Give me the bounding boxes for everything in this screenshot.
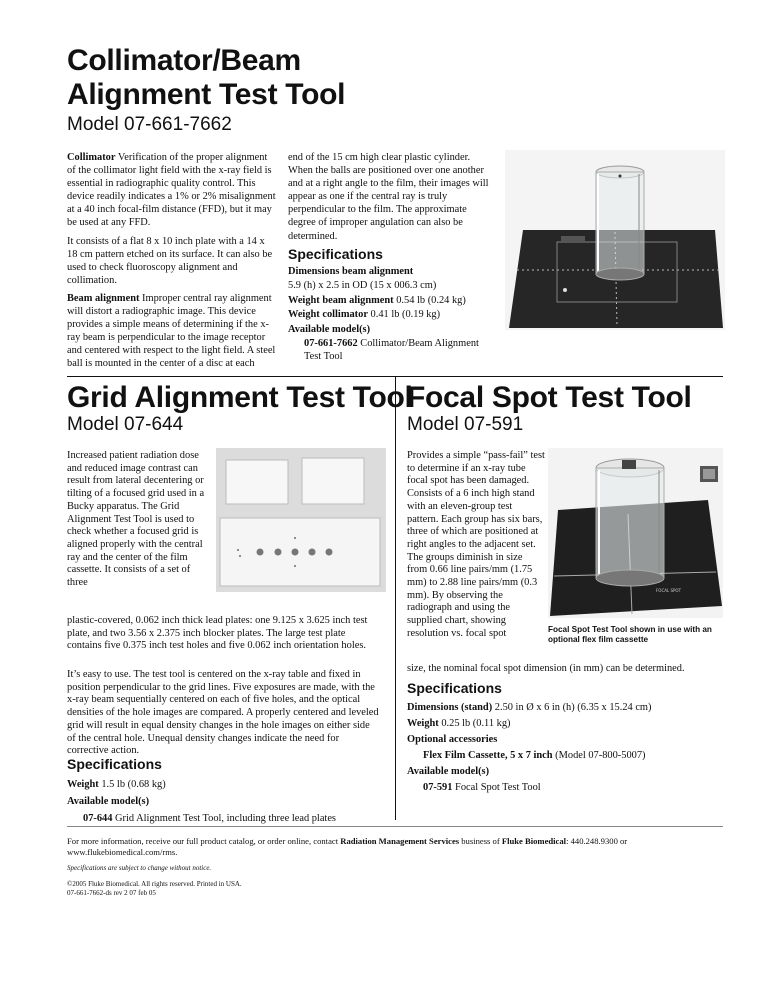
grid-p1-wide: plastic-covered, 0.062 inch thick lead plates: one 9.125 x 3.625 inch test plate, and two 3.56 x 2.375 inch blocker plates. The large test plate contains five 0.375 inch test holes and five 0.062 inch orientation holes. <box>67 615 368 652</box>
focal-photo <box>548 448 723 618</box>
focal-avail-item <box>407 780 723 796</box>
focal-caption: Focal Spot Test Tool shown in use with an optional flex film cassette <box>548 625 712 644</box>
grid-weight-value: 1.5 lb (0.68 kg) <box>98 779 166 790</box>
collimator-title-line1: Collimator/Beam <box>67 44 301 77</box>
grid-avail-model: 07-644 <box>83 813 113 824</box>
footer-contact <box>67 836 727 858</box>
collimator-dim <box>288 265 496 294</box>
footer-divider <box>67 826 723 827</box>
collimator-weight-coll-value: 0.41 lb (0.19 kg) <box>367 309 441 321</box>
collimator-photo <box>505 150 725 330</box>
grid-avail-desc: Grid Alignment Test Tool, including three lead plates <box>112 813 336 824</box>
grid-avail-label <box>67 793 379 810</box>
footer-copyright: ©2005 Fluke Biomedical. All rights reserved. Printed in USA. <box>67 880 242 888</box>
grid-spec-heading: Specifications <box>67 756 162 772</box>
focal-p1-narrow: Provides a simple “pass-fail” test to determine if an x-ray tube focal spot has been damaged. Consists of a 6 inch high stand with an eleven-group test pattern. Each group has six bars, three of which are positioned at right angles to the adjacent set. The groups diminish in size from 0.66 line pairs/mm (1.75 mm) to 2.88 line pairs/mm (0.3 mm). By observing the radiograph and using the supplied chart, showing resolution vs. focal spot <box>407 450 545 639</box>
collimator-p1-text: Verification of the proper alignment of the collimator light field with the x-ray field is essential in radiographic quality control. This device readily indicates a 1% or 2% misalignment at a 40 inch focal-film distance (FFD), but it may be used at any FFD. <box>67 152 276 229</box>
focal-dim <box>407 700 723 716</box>
focal-opt-item-model: (Model 07-800-5007) <box>552 750 646 761</box>
focal-avail-label-text: Available model(s) <box>407 766 490 777</box>
collimator-p3-lead: Beam alignment <box>67 292 140 304</box>
grid-p1-narrow: Increased patient radiation dose and reduced image contrast can result from lateral decentering or tilting of a focused grid used in a Bucky apparatus. The Grid Alignment Test Tool is used to check whether a focused grid is aligned properly with the central ray and the center of the film cassette. It consists of a set of three <box>67 450 205 589</box>
footer-contact-pre: For more information, receive our full product catalog, or order online, contact <box>67 836 341 846</box>
collimator-photo-image <box>505 150 725 330</box>
grid-model: Model 07-644 <box>67 414 184 435</box>
focal-opt-item <box>407 748 723 764</box>
grid-photo <box>216 448 386 592</box>
collimator-p1-lead: Collimator <box>67 152 116 163</box>
collimator-model: Model 07-661-7662 <box>67 114 232 135</box>
focal-specs <box>407 677 723 796</box>
collimator-avail-model: 07-661-7662 <box>304 338 358 350</box>
grid-weight-label: Weight <box>67 779 99 790</box>
collimator-col1 <box>67 151 277 376</box>
focal-title: Focal Spot Test Tool <box>407 381 692 414</box>
focal-avail-desc: Focal Spot Test Tool <box>452 782 541 793</box>
collimator-weight-coll <box>288 308 496 323</box>
grid-weight <box>67 776 379 793</box>
footer-contact-post: : 440.248.9300 or www.flukebiomedical.com/rms. <box>67 836 628 857</box>
collimator-avail-desc: Collimator/Beam Alignment Test Tool <box>304 338 479 363</box>
focal-spec-heading: Specifications <box>407 680 502 696</box>
collimator-title <box>67 44 345 112</box>
collimator-weight-beam-label: Weight beam alignment <box>288 294 394 306</box>
focal-weight-value: 0.25 lb (0.11 kg) <box>438 718 511 729</box>
collimator-p3-text: Improper central ray alignment will distort a radiographic image. This device provides a simple means of determining if the x-ray beam is perpendicular to the image receptor and centered with respect to the light field. A steel ball is mounted in the center of a disc at each <box>67 292 276 370</box>
footer-docid: 07-661-7662-ds rev 2 07 feb 05 <box>67 889 156 897</box>
focal-model: Model 07-591 <box>407 414 524 435</box>
collimator-weight-beam-value: 0.54 lb (0.24 kg) <box>393 294 466 306</box>
collimator-p3 <box>67 292 277 371</box>
collimator-dim-value: 5.9 (h) x 2.5 in OD (15 x 006.3 cm) <box>288 280 437 292</box>
focal-avail-model: 07-591 <box>423 782 453 793</box>
grid-specs <box>67 753 379 827</box>
grid-photo-image <box>216 448 386 592</box>
focal-weight <box>407 716 723 732</box>
collimator-weight-coll-label: Weight collimator <box>288 309 368 321</box>
collimator-p1 <box>67 151 277 230</box>
grid-p2: It’s easy to use. The test tool is centered on the x-ray table and fixed in position perpendicular to the grid lines. Five exposures are made, with the x-ray beam sequentially centered on each of five holes, and the optical densities of the hole images are compared. A properly centered and leveled grid will result in equal density changes in the hole images on either side of the central hole. Unequal density changes indicate the need for corrective action. <box>67 669 379 757</box>
collimator-avail-label <box>288 323 496 338</box>
collimator-title-line2: Alignment Test Tool <box>67 78 346 111</box>
focal-weight-label: Weight <box>407 718 439 729</box>
focal-photo-label: FOCAL SPOT <box>656 588 682 593</box>
collimator-avail-item <box>288 337 496 363</box>
focal-dim-value: 2.50 in Ø x 6 in (h) (6.35 x 15.24 cm) <box>492 702 652 713</box>
collimator-p2: It consists of a flat 8 x 10 inch plate with a 14 x 18 cm pattern etched on its surface. It can also be used to check fluoroscopy alignment and collimation. <box>67 235 273 286</box>
collimator-weight-beam <box>288 294 496 309</box>
focal-opt-label <box>407 732 723 748</box>
grid-title: Grid Alignment Test Tool <box>67 381 413 414</box>
footer-fluke: Fluke Biomedical <box>501 836 567 846</box>
section-divider-vertical <box>395 376 396 820</box>
collimator-avail-label-text: Available model(s) <box>288 323 371 335</box>
collimator-spec-heading: Specifications <box>288 245 383 262</box>
focal-opt-label-text: Optional accessories <box>407 734 498 745</box>
grid-avail-label-text: Available model(s) <box>67 796 150 807</box>
focal-p1-wide: size, the nominal focal spot dimension (in mm) can be determined. <box>407 663 685 674</box>
focal-photo-image <box>548 448 723 618</box>
collimator-dim-label: Dimensions beam alignment <box>288 265 414 277</box>
collimator-col2 <box>288 151 496 363</box>
footer-contact-mid: business of <box>459 836 502 846</box>
footer-rms: Radiation Management Services <box>340 836 460 846</box>
footer-disclaimer: Specifications are subject to change without notice. <box>67 864 212 872</box>
focal-dim-label: Dimensions (stand) <box>407 702 493 713</box>
focal-opt-item-name: Flex Film Cassette, 5 x 7 inch <box>423 750 553 761</box>
grid-avail-item <box>67 810 379 827</box>
focal-avail-label <box>407 764 723 780</box>
collimator-p4: end of the 15 cm high clear plastic cylinder. When the balls are positioned over one another and at a right angle to the film, their images will appear as one if the central ray is truly perpendicular to the film. The approximate degree of improper angulation can also be determined. <box>288 152 489 242</box>
